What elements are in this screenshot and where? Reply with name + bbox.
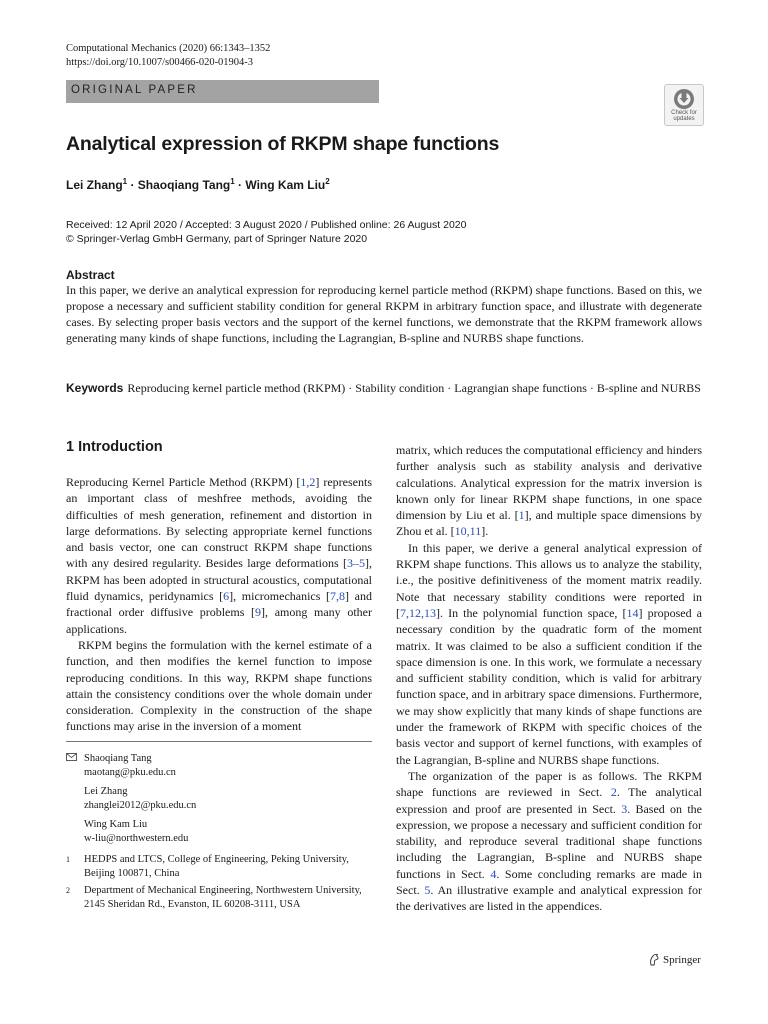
affiliation-number: 1 [66, 855, 70, 864]
contact-name: Shaoqiang Tang [84, 753, 152, 764]
citation-link[interactable]: 2 [610, 785, 617, 800]
check-updates-icon [673, 88, 695, 110]
body-column-right [396, 442, 702, 915]
contact-entry [66, 752, 196, 780]
author-name[interactable]: Lei Zhang [66, 178, 123, 192]
abstract-text: In this paper, we derive an analytical expression for reproducing kernel particle method (RKPM) shape functions. Based on this, we propose a necessary and sufficient stability condition for general RKPM in arbitrary function space, and illustrate with degenerate cases. By selecting proper basis vectors and the support of the kernel functions, we demonstrate that the RKPM framework allows generating many kinds of shape functions, including the Lagrangian, B-spline and NURBS shape functions. [66, 283, 702, 345]
paper-type-banner [66, 80, 379, 103]
check-for-updates-button[interactable] [664, 84, 704, 126]
text-run: ], and multiple space dimensions by Zhou et al. [ [396, 508, 702, 539]
publication-dates: Received: 12 April 2020 / Accepted: 3 August 2020 / Published online: 26 August 2020 [66, 219, 467, 231]
citation-link[interactable]: 9 [255, 605, 262, 620]
text-run: . Some concluding remarks are made in Sect. [396, 866, 702, 898]
publisher-logo [648, 953, 701, 966]
text-run: In this paper, we derive a general analytical expression of RKPM shape functions. This allows us to analyze the stability, i.e., the positive definitiveness of the moment matrix readily. Note that necessary stability conditions were reported in [ [396, 540, 702, 620]
text-run: ] and fractional order diffusive problems [ [66, 589, 372, 620]
affiliation-text: Department of Mechanical Engineering, Northwestern University, 2145 Sheridan Rd., Evanston, IL 60208-3111, USA [84, 885, 362, 910]
text-run: matrix, which reduces the computational efficiency and hinders further analysis such as stability analysis and derivative calculations. Analytical expression for the matrix inversion is known only for linear RKPM shape functions, in one space dimension by Liu et al. [ [396, 443, 702, 523]
body-column-left [66, 474, 372, 735]
section-heading-introduction: 1 Introduction [66, 439, 163, 455]
author-name[interactable]: Shaoqiang Tang [137, 178, 231, 192]
text-run: . The analytical expression and proof are presented in Sect. [396, 785, 702, 816]
paragraph [66, 637, 372, 735]
contact-entry [66, 818, 196, 846]
text-run: ], among many other applications. [66, 605, 372, 636]
text-run: ] proposed a necessary condition by the quadratic form of the moment matrix. It was claimed to be also a sufficient condition if the space dimension is one. In this work, we formulate a necessary and sufficient stability condition, which is valid for arbitrary function space, and in arbitrary space dimensions. Furthermore, we may show explicitly that many kinds of shape functions are under the framework of RKPM with specific choices of the basis vector and support of kernel functions, with examples of the Lagrangian, B-spline and NURBS shape functions. [396, 605, 702, 767]
citation-link[interactable]: 3–5 [347, 556, 365, 571]
doi-link[interactable]: https://doi.org/10.1007/s00466-020-01904-3 [66, 57, 254, 68]
paper-type-label: ORIGINAL PAPER [71, 84, 198, 96]
citation-link[interactable]: 14 [626, 605, 639, 620]
citation-link[interactable]: 1 [518, 508, 525, 523]
citation-link[interactable]: 7,12,13 [400, 605, 436, 620]
contact-name: Wing Kam Liu [84, 819, 148, 830]
text-run: . An illustrative example and analytical expression for the derivatives are listed in the appendices. [396, 883, 702, 914]
footnote-divider [66, 741, 372, 742]
author-list [66, 177, 330, 192]
abstract-heading: Abstract [66, 268, 115, 282]
keywords-label: Keywords [66, 381, 124, 395]
affiliation-number: 2 [66, 886, 70, 895]
text-run: ], RKPM has been adopted in structural acoustics, computational fluid dynamics, peridynamics [ [66, 556, 372, 604]
text-run: ]. In the polynomial function space, [ [436, 605, 627, 620]
text-run: RKPM begins the formulation with the kernel estimate of a function, and then modifies the kernel function to impose reproducing conditions. In this way, RKPM shape functions attain the consistency conditions over the whole domain under consideration. Complexity in the construction of the shape functions may arise in the inversion of a moment [66, 637, 372, 734]
text-run: Reproducing Kernel Particle Method (RKPM) [ [66, 475, 301, 489]
author-affiliation-mark: 1 [230, 177, 235, 186]
contact-email[interactable]: w-liu@northwestern.edu [84, 833, 189, 844]
text-run: The organization of the paper is as follows. The RKPM shape functions are reviewed in Sect. [396, 768, 702, 800]
contact-entry [66, 785, 196, 813]
citation-link[interactable]: 5 [424, 883, 431, 898]
citation-link[interactable]: 1,2 [300, 475, 316, 489]
journal-citation: Computational Mechanics (2020) 66:1343–1352 [66, 43, 271, 54]
corresponding-authors [66, 752, 196, 851]
author-affiliation-mark: 2 [325, 177, 330, 186]
text-run: ] represents an important class of meshfree methods, avoiding the difficulties of mesh generation, refinement and distortion in large deformations. By selecting appropriate kernel functions and basis vector, one can construct RKPM shape functions with any desired regularity. Besides large deformations [ [66, 475, 373, 571]
author-separator: · [234, 178, 246, 192]
contact-email[interactable]: maotang@pku.edu.cn [84, 767, 176, 778]
publisher-name: Springer [663, 953, 701, 966]
copyright-notice: © Springer-Verlag GmbH Germany, part of Springer Nature 2020 [66, 233, 368, 245]
citation-link[interactable]: 7,8 [330, 589, 346, 604]
author-name[interactable]: Wing Kam Liu [245, 178, 326, 192]
citation-link[interactable]: 6 [223, 589, 230, 604]
text-run: ], micromechanics [ [229, 589, 331, 604]
text-run: ]. [481, 524, 489, 539]
contact-name: Lei Zhang [84, 786, 128, 797]
paragraph [396, 768, 702, 915]
author-separator: · [127, 178, 138, 192]
check-updates-label-2: updates [673, 116, 695, 122]
paper-title: Analytical expression of RKPM shape functions [66, 133, 500, 155]
citation-link[interactable]: 3 [621, 801, 628, 816]
keywords-section [66, 380, 706, 396]
citation-link[interactable]: 10,11 [454, 524, 482, 539]
check-updates-label-1: Check for [671, 110, 697, 116]
paragraph [396, 442, 702, 540]
keywords-text: Reproducing kernel particle method (RKPM) · Stability condition · Lagrangian shape functions · B-spline and NURBS [127, 381, 701, 395]
author-affiliation-mark: 1 [122, 177, 128, 186]
citation-link[interactable]: 4 [490, 866, 497, 881]
contact-email[interactable]: zhanglei2012@pku.edu.cn [84, 800, 197, 811]
springer-horse-icon [648, 953, 660, 966]
paragraph [396, 540, 702, 768]
paragraph [66, 474, 372, 637]
text-run: . Based on the expression, we propose a necessary and sufficient condition for stability, and reproduce several traditional shape functions including the Lagrangian, B-spline and NURBS shape functions in Sect. [396, 801, 702, 881]
affiliation-text: HEDPS and LTCS, College of Engineering, Peking University, Beijing 100871, China [84, 854, 349, 879]
